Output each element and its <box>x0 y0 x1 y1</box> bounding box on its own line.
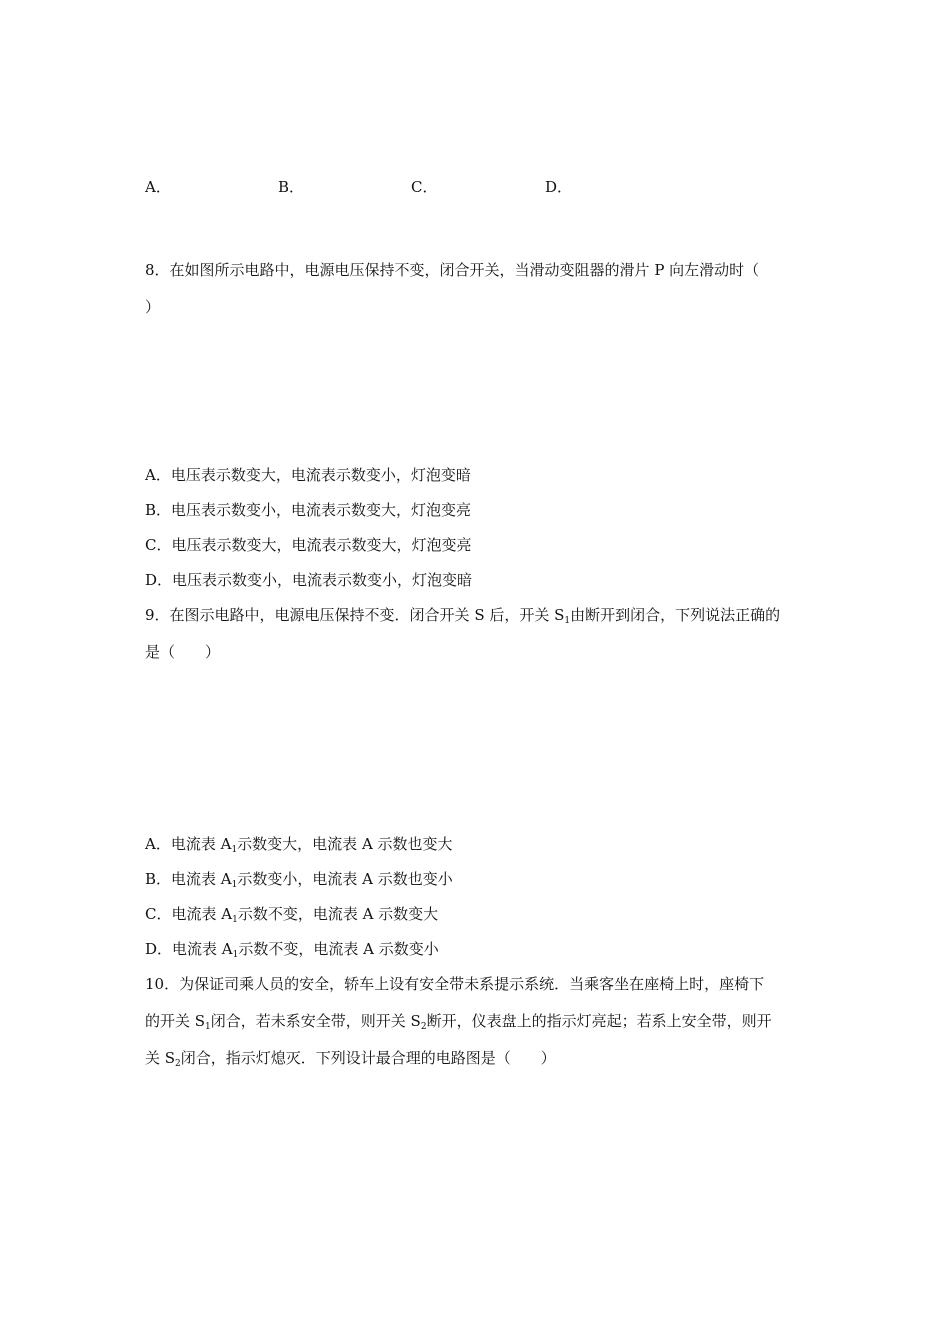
q8-option-b[interactable]: B．电压表示数变小，电流表示数变大，灯泡变亮 <box>145 501 472 519</box>
q7-option-c[interactable]: C． <box>411 178 438 196</box>
q8-stem-line2: ） <box>145 298 161 316</box>
q9-stem-line1: 9．在图示电路中，电源电压保持不变．闭合开关 S 后，开关 $S_1$由断开到闭合，下列说法正确的 <box>145 606 781 626</box>
q10-stem-line2: 的开关 $S_1$闭合，若未系安全带，则开关 $S_2$断开，仪表盘上的指示灯亮起；若系上安全带，则开 <box>145 1012 772 1032</box>
q9-option-a[interactable]: A．电流表 $A_1$示数变大，电流表 A 示数也变大 <box>145 835 453 855</box>
q9-option-d[interactable]: D．电流表 $A_1$示数不变，电流表 A 示数变小 <box>145 940 439 960</box>
q7-option-b[interactable]: B． <box>278 178 305 196</box>
q9-option-c[interactable]: C．电流表 $A_1$示数不变，电流表 A 示数变大 <box>145 905 439 925</box>
q9-stem-line2: 是（ ） <box>145 643 221 661</box>
q7-option-d[interactable]: D． <box>545 178 573 196</box>
q8-stem-line1: 8．在如图所示电路中，电源电压保持不变，闭合开关，当滑动变阻器的滑片 P 向左滑动时（ <box>145 261 760 279</box>
q8-option-a[interactable]: A．电压表示数变大，电流表示数变小，灯泡变暗 <box>145 466 471 484</box>
q7-option-a[interactable]: A． <box>145 178 171 196</box>
q10-stem-line3: 关 $S_2$闭合，指示灯熄灭．下列设计最合理的电路图是（ ） <box>145 1049 556 1069</box>
q8-option-d[interactable]: D．电压表示数变小，电流表示数变小，灯泡变暗 <box>145 571 473 589</box>
q9-option-b[interactable]: B．电流表 $A_1$示数变小，电流表 A 示数也变小 <box>145 870 453 890</box>
q10-stem-line1: 10．为保证司乘人员的安全，轿车上设有安全带未系提示系统．当乘客坐在座椅上时，座椅下 <box>145 975 765 993</box>
q8-option-c[interactable]: C．电压表示数变大，电流表示数变大，灯泡变亮 <box>145 536 472 554</box>
